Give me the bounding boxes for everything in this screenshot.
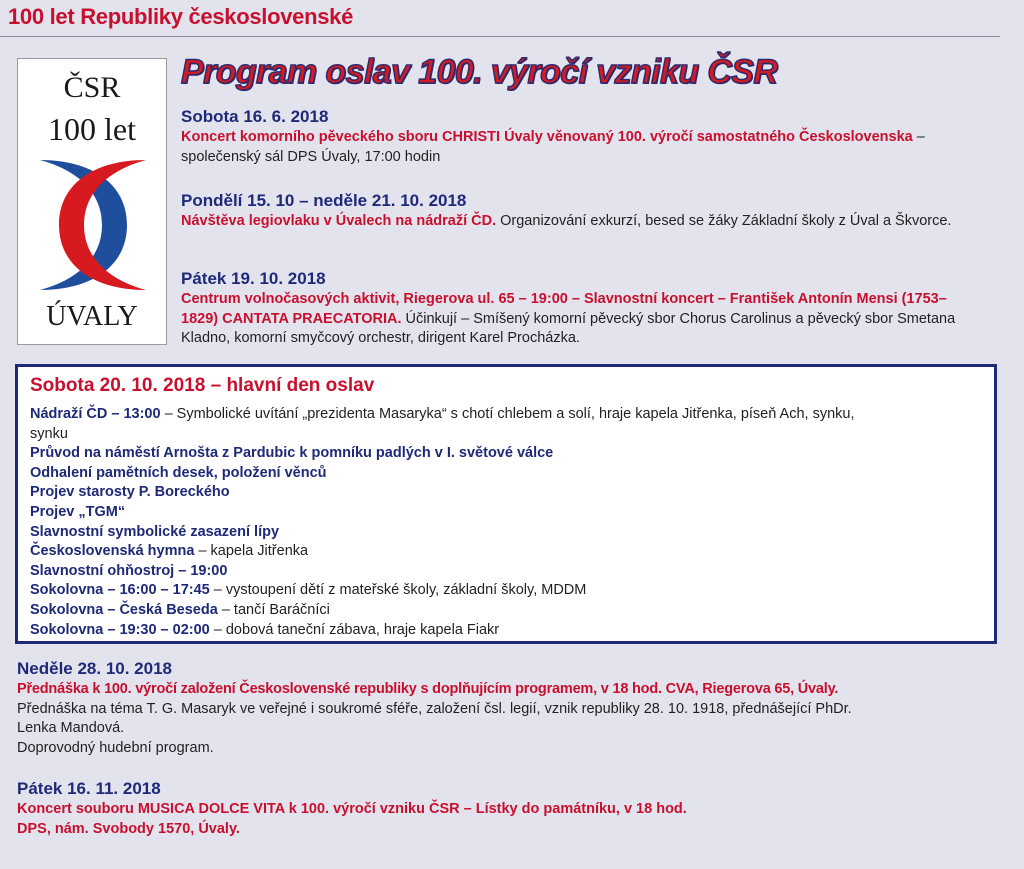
item-bold: Československá hymna [30, 543, 195, 560]
event-sobota-16-6 [181, 106, 991, 167]
item-text: synku [30, 425, 68, 442]
item-bold: Sokolovna – 16:00 – 17:45 [30, 582, 210, 599]
item-text: – vystoupení dětí z mateřské školy, základní školy, MDDM [209, 582, 587, 599]
logo-uvaly-text: ÚVALY [46, 301, 138, 332]
event-highlight-line: DPS, nám. Svobody 1570, Úvaly. [17, 820, 240, 837]
event-highlight-line: Koncert souboru MUSICA DOLCE VITA k 100. výročí vzniku ČSR – Lístky do památníku, v 18 hod. [17, 801, 687, 817]
header-divider [0, 36, 1000, 37]
event-highlight: Centrum volnočasových aktivit, Riegerova ul. 65 – 19:00 – Slavnostní koncert – František Antonín Mensi (1753–1829) CANTATA PRAECATORIA. [181, 291, 947, 327]
item-bold: Odhalení pamětních desek, položení věnců [30, 464, 327, 481]
list-item [30, 523, 980, 543]
list-item [30, 601, 980, 621]
event-patek-19-10 [181, 268, 981, 349]
list-item [30, 444, 980, 464]
event-text-line: Přednáška na téma T. G. Masaryk ve veřejné i soukromé sféře, založení čsl. legií, vznik republiky 28. 10. 1918, přednášející PhDr. [17, 700, 852, 717]
item-bold: Sokolovna – 19:30 – 02:00 [30, 621, 210, 638]
csr-100-logo [17, 58, 167, 345]
event-highlight: Koncert komorního pěveckého sboru CHRISTI Úvaly věnovaný 100. výročí samostatného Československa [181, 129, 913, 145]
item-text: – Symbolické uvítání „prezidenta Masaryka“ s chotí chlebem a solí, hraje kapela Jitřenka, píseň Ach, synku, [160, 406, 855, 422]
event-date: Neděle 28. 10. 2018 [17, 659, 173, 678]
event-text: Účinkují – Smíšený komorní pěvecký sbor Chorus Carolinus a pěvecký sbor Smetana Kladno, komorní smyčcový orchestr, dirigent Karel Procházka. [181, 310, 956, 346]
event-description [181, 128, 991, 167]
list-item [30, 503, 980, 523]
item-text: – kapela Jitřenka [194, 543, 309, 560]
event-date: Pátek 19. 10. 2018 [181, 269, 326, 288]
event-date: Sobota 16. 6. 2018 [181, 107, 329, 126]
item-bold: Nádraží ČD – 13:00 [30, 406, 161, 422]
event-nedele-28-10 [17, 658, 1017, 758]
event-text-line: Lenka Mandová. [17, 720, 125, 736]
page-header-title: 100 let Republiky československé [8, 4, 354, 29]
event-text: – společenský sál DPS Úvaly, 17:00 hodin [181, 129, 925, 165]
event-date: Pátek 16. 11. 2018 [17, 779, 161, 798]
list-item [30, 621, 980, 641]
list-item [30, 405, 980, 425]
list-item [30, 562, 980, 582]
event-description [181, 212, 981, 232]
item-bold: Slavnostní ohňostroj – 19:00 [30, 562, 228, 579]
item-bold: Průvod na náměstí Arnošta z Pardubic k pomníku padlých v I. světové válce [30, 445, 554, 462]
event-highlight: Návštěva legiovlaku v Úvalech na nádraží ČD. [181, 213, 497, 229]
item-bold: Projev „TGM“ [30, 503, 126, 520]
item-bold: Projev starosty P. Boreckého [30, 484, 230, 501]
event-legiovlak [181, 190, 981, 232]
main-day-title: Sobota 20. 10. 2018 – hlavní den oslav [30, 375, 375, 396]
program-heading: Program oslav 100. výročí vzniku ČSR [181, 53, 778, 91]
logo-100-let-text: 100 let [48, 111, 136, 147]
logo-csr-text: ČSR [63, 71, 121, 104]
item-bold: Sokolovna – Česká Beseda [30, 601, 218, 618]
list-item [30, 483, 980, 503]
czechoslovak-ribbon-icon [32, 154, 154, 296]
list-item [30, 464, 980, 484]
list-item [30, 581, 980, 601]
event-text-line: Doprovodný hudební program. [17, 739, 214, 756]
event-date: Pondělí 15. 10 – neděle 21. 10. 2018 [181, 191, 467, 210]
event-highlight: Přednáška k 100. výročí založení Československé republiky s doplňujícím programem, v 18 hod. CVA, Riegerova 65, Úvaly. [17, 681, 839, 697]
main-day-box [15, 364, 997, 644]
event-text: Organizování exkurzí, besed se žáky Základní školy z Úval a Škvorce. [496, 213, 952, 229]
item-bold: Slavnostní symbolické zasazení lípy [30, 523, 280, 540]
event-patek-16-11 [17, 778, 1007, 839]
list-item [30, 542, 980, 562]
event-description [181, 290, 981, 349]
main-day-program-list [30, 405, 980, 640]
item-text: – dobová taneční zábava, hraje kapela Fiakr [209, 621, 500, 638]
list-item [30, 425, 980, 445]
item-text: – tančí Baráčníci [217, 601, 330, 618]
